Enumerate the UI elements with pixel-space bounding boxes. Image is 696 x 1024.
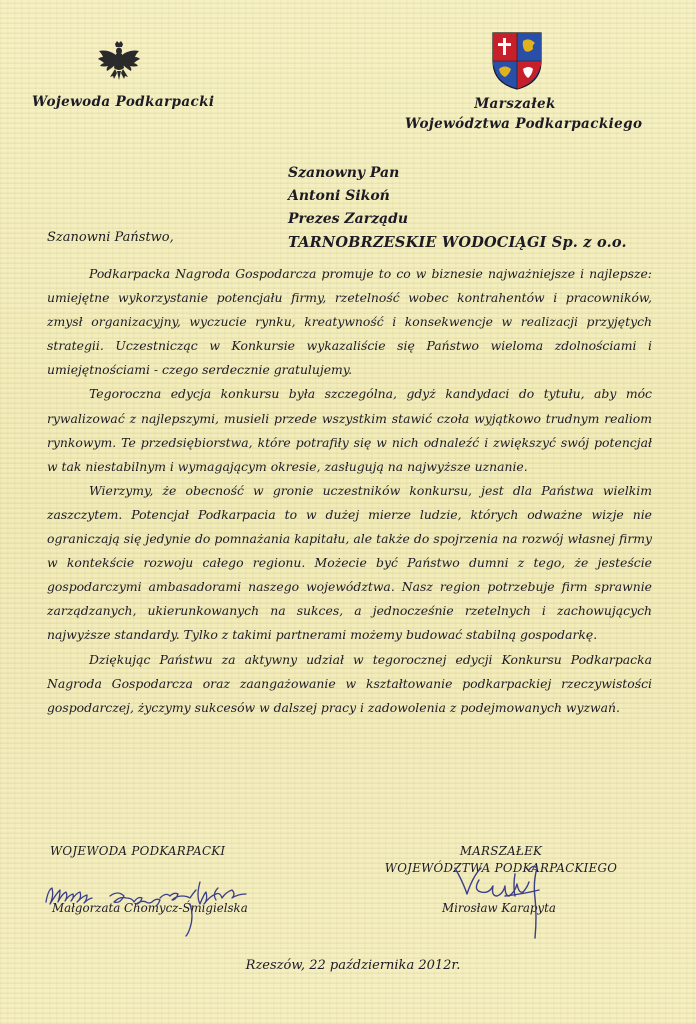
body-paragraph-4: Dziękując Państwu za aktywny udział w tegorocznej edycji Konkursu Podkarpacka Nagroda Gospodarcza oraz zaangażowanie w kształtowanie podkarpackiej rzeczywistości gospodarczej, życzymy sukcesów w dalszej pracy i zadowolenia z podejmowanych wyzwań.: [47, 651, 652, 715]
addressee-company: TARNOBRZESKIE WODOCIĄGI Sp. z o.o.: [288, 234, 627, 251]
salutation: Szanowni Państwo,: [47, 230, 174, 245]
marshal-header-line1: Marszałek: [474, 96, 556, 112]
letter-body: [47, 262, 652, 720]
place-and-date: Rzeszów, 22 października 2012r.: [245, 958, 461, 973]
addressee-block: [288, 162, 627, 254]
voivode-signature-title: WOJEWODA PODKARPACKI: [50, 844, 226, 858]
body-paragraph-1: Podkarpacka Nagroda Gospodarcza promuje to co w biznesie najważniejsze i najlepsze: umiejętne wykorzystanie potencjału firmy, rzetelność wobec kontrahentów i pracowników, zmysł organizacyjny, wyczucie rynku, kreatywność i konsekwencje w realizacji przyjętych strategii. Uczestnicząc w Konkursie wykazaliście się Państwo wieloma zdolnościami i umiejętnościami - czego serdecznie gratulujemy.: [47, 266, 652, 378]
addressee-name: Antoni Sikoń: [288, 188, 390, 204]
body-paragraph-2: Tegoroczna edycja konkursu była szczególna, gdyż kandydaci do tytułu, aby móc rywalizować z najlepszymi, musieli przede wszystkim stawić czoła wyjątkowo trudnym realiom rynkowym. Te przedsiębiorstwa, które potrafiły się w nich odnaleźć i zwiększyć swój potencjał w tak niestabilnym i wymagającym okresie, zasługują na najwyższe uznanie.: [47, 386, 652, 474]
addressee-line1: Szanowny Pan: [288, 165, 400, 181]
addressee-position: Prezes Zarządu: [288, 211, 409, 227]
marshal-header: [405, 94, 643, 134]
signature-block-voivode: [50, 843, 248, 915]
marshal-handwritten-signature-icon: [445, 860, 560, 946]
marshal-signature-title-line2: WOJEWÓDZTWA PODKARPACKIEGO: [384, 861, 618, 875]
marshal-header-line2: Województwa Podkarpackiego: [405, 116, 643, 132]
marshal-signature-name: Mirosław Karapyta: [442, 901, 556, 915]
voivode-signature-name: Małgorzata Chomycz-Śmigielska: [52, 901, 248, 915]
eagle-emblem-icon: [95, 38, 143, 86]
body-paragraph-3: Wierzymy, że obecność w gronie uczestników konkursu, jest dla Państwa wielkim zaszczytem. Potencjał Podkarpacia to w dużej mierze ludzie, których odważne wizje nie ograniczają się jedynie do pomnażania kapitału, ale także do spojrzenia na rozwój własnej firmy w kontekście rozwoju całego regionu. Możecie być Państwo dumni z tego, że jesteście gospodarczymi ambasadorami naszego województwa. Nasz region potrzebuje firm sprawnie zarządzanych, ukierunkowanych na sukces, a jednocześnie rzetelnych i zachowujących najwyższe standardy. Tylko z takimi partnerami możemy budować stabilną gospodarkę.: [47, 482, 652, 643]
voivode-header: Wojewoda Podkarpacki: [32, 94, 215, 110]
coat-of-arms-icon: [491, 31, 543, 91]
marshal-signature-title-line1: MARSZAŁEK: [459, 844, 543, 858]
voivode-handwritten-signature-icon: [40, 862, 265, 938]
